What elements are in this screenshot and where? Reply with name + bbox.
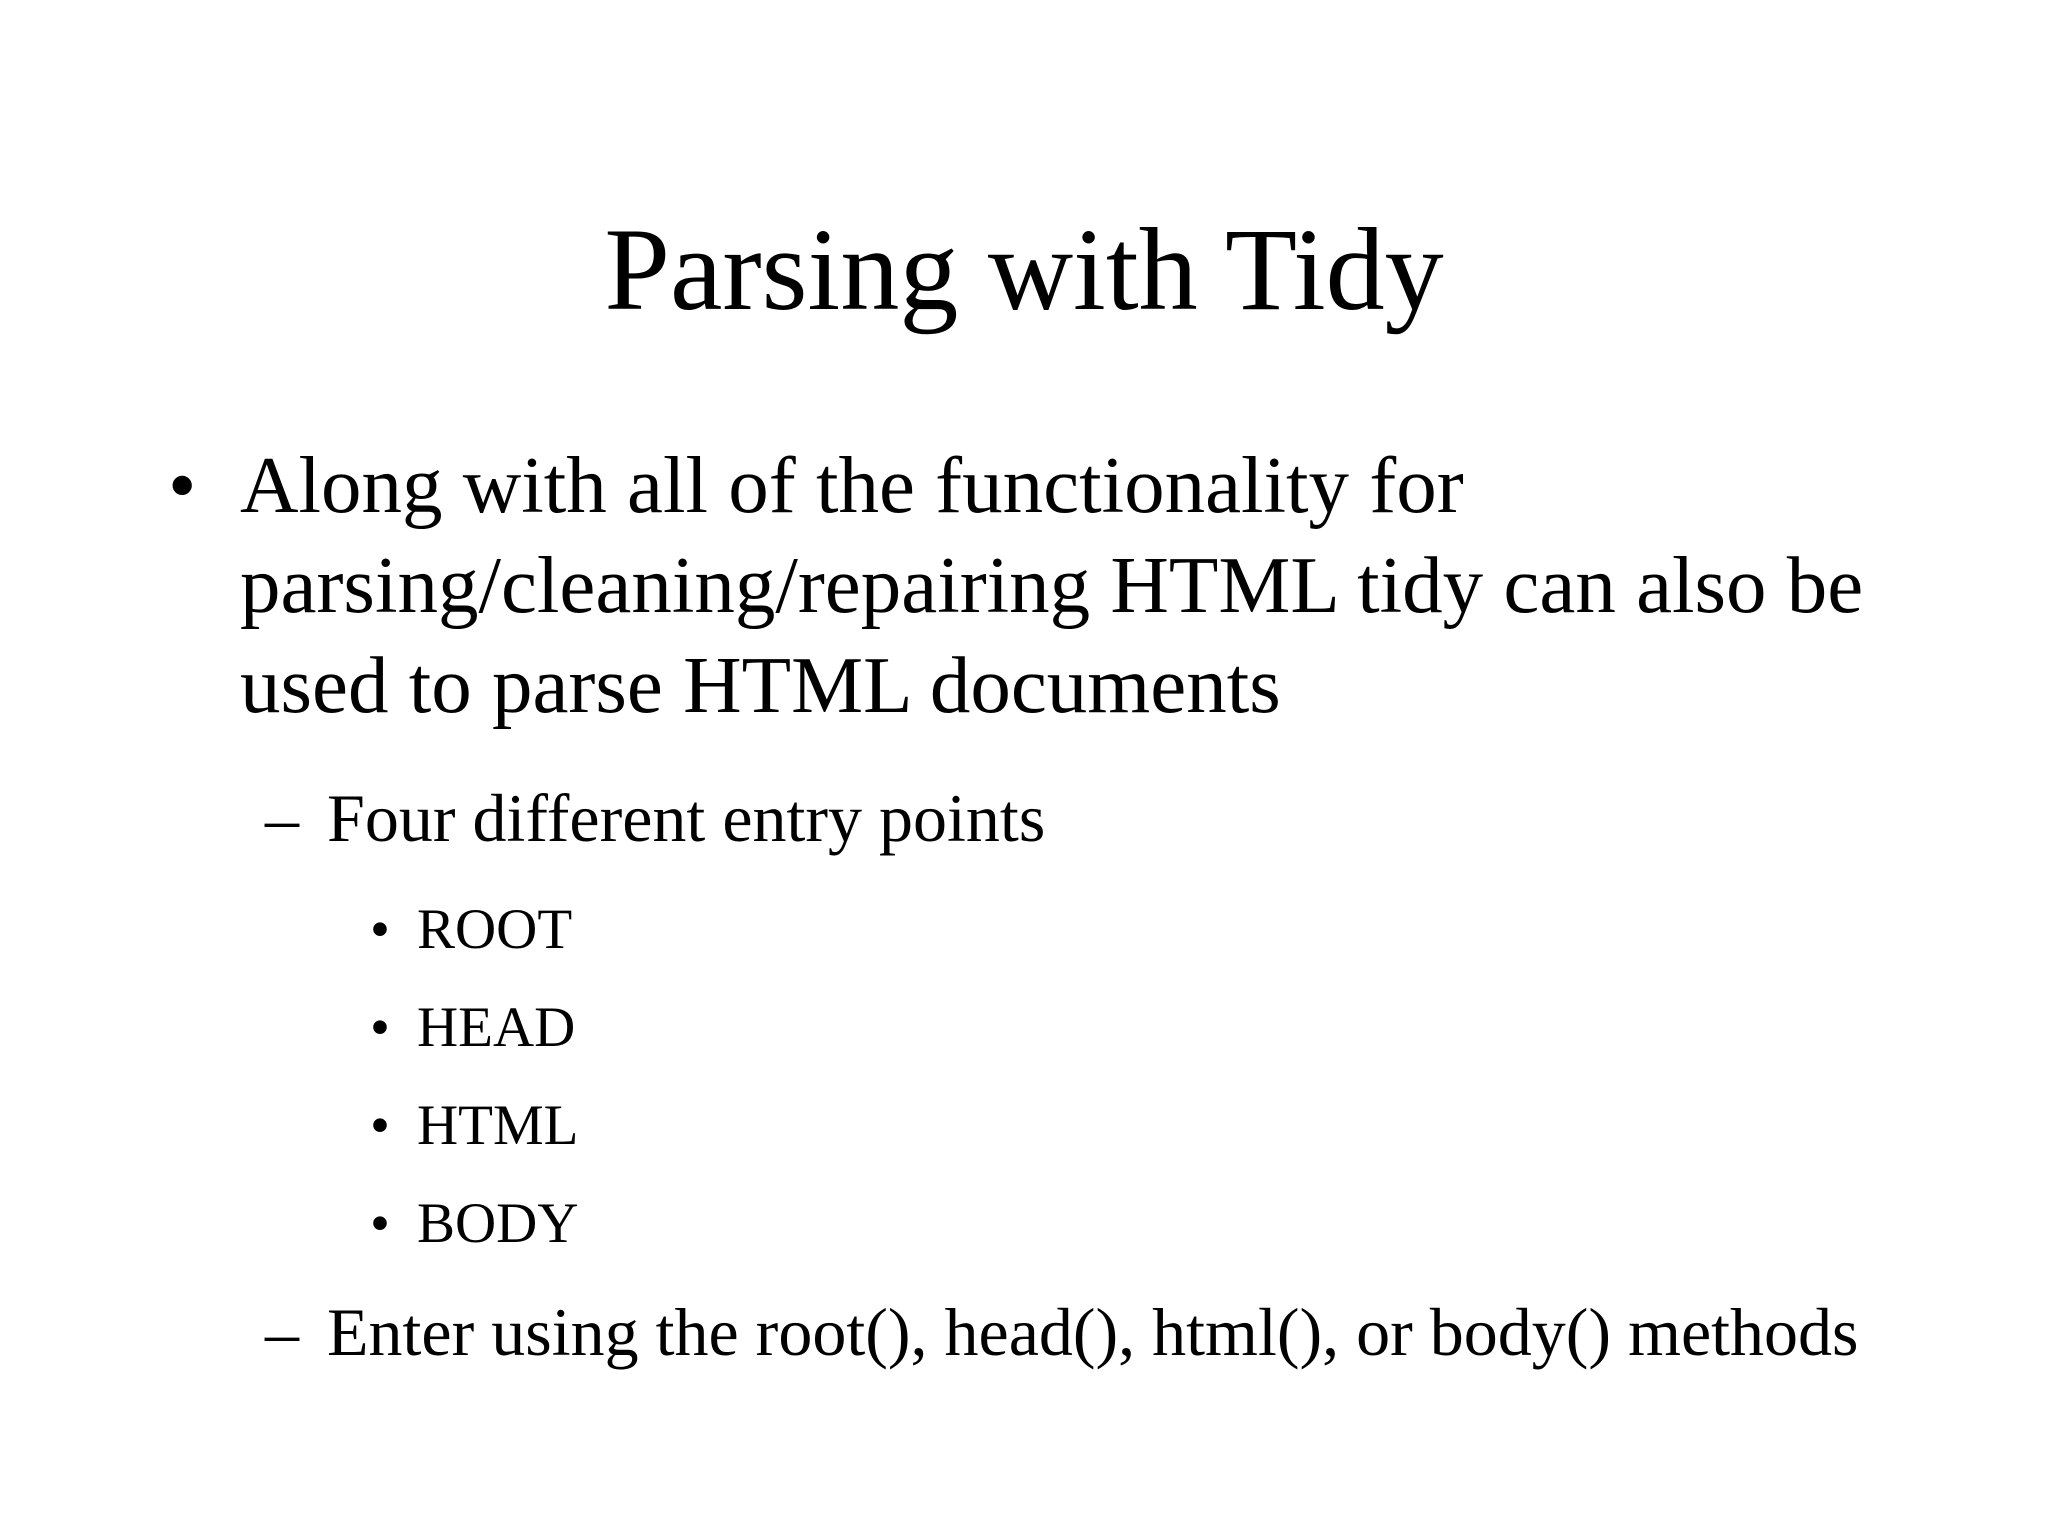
main-bullet-text: Along with all of the functionality for parsing/cleaning/repairing HTML tidy can also be used to parse HTML documents (240, 440, 1864, 730)
sub-bullet-text: Enter using the root(), head(), html(), or body() methods (327, 1294, 1859, 1370)
sub-bullet-entry-points (265, 776, 1865, 860)
entry-point-item-html (370, 1091, 1170, 1161)
entry-point-label: HTML (417, 1094, 579, 1157)
entry-point-item-body (370, 1189, 1170, 1259)
main-bullet (168, 435, 1888, 735)
sub-bullet-text: Four different entry points (327, 780, 1046, 856)
slide-title: Parsing with Tidy (604, 204, 1444, 335)
entry-point-label: ROOT (417, 898, 573, 961)
bullet-marker: • (168, 440, 197, 530)
bullet-marker: • (370, 1094, 390, 1157)
bullet-marker: • (370, 996, 390, 1059)
bullet-marker: • (370, 1192, 390, 1255)
dash-marker: – (265, 780, 299, 856)
entry-point-label: HEAD (417, 996, 576, 1059)
entry-point-label: BODY (417, 1192, 579, 1255)
entry-point-item-root (370, 895, 1170, 965)
sub-bullet-methods (265, 1290, 1865, 1374)
entry-point-item-head (370, 993, 1170, 1063)
bullet-marker: • (370, 898, 390, 961)
dash-marker: – (265, 1294, 299, 1370)
